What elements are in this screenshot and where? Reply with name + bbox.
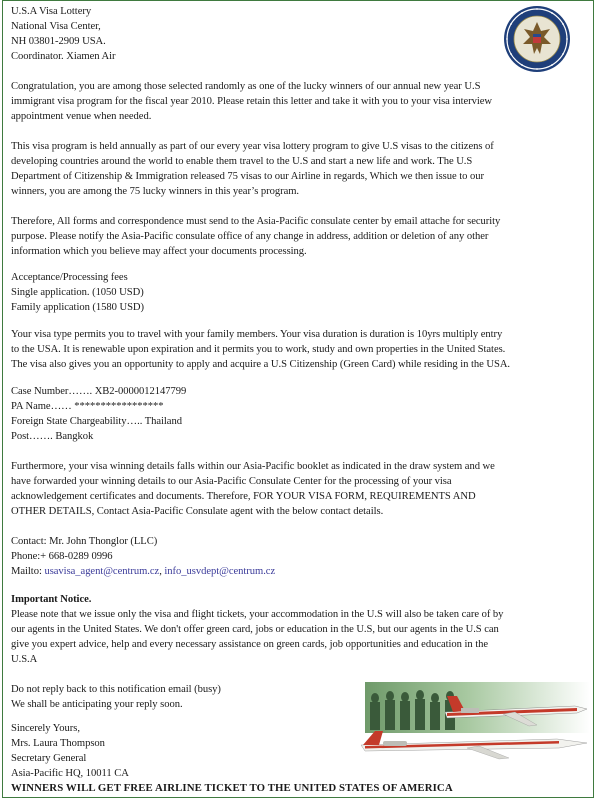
mailto-label: Mailto: [11, 566, 45, 577]
email-link-dept[interactable]: info_usvdept@centrum.cz [164, 566, 276, 577]
paragraph-line: acknowledgement certificates and documents. Therefore, FOR YOUR VISA FORM, REQUIREMENTS AND [11, 491, 476, 502]
notice-heading: Important Notice. [11, 594, 92, 605]
contact-phone: Phone:+ 668-0289 0996 [11, 551, 113, 562]
no-reply-line: Do not reply back to this notification email (busy) [11, 684, 221, 695]
fees-heading: Acceptance/Processing fees [11, 272, 128, 283]
booklet-paragraph [11, 459, 591, 519]
address-line: NH 03801-2909 USA. [11, 36, 106, 47]
contact-mailto [11, 564, 591, 579]
family-application-fee: Family application (1580 USD) [11, 302, 145, 313]
post: Post……. Bangkok [11, 431, 94, 442]
address-line: National Visa Center, [11, 21, 101, 32]
paragraph-line: The visa also gives you an opportunity to apply and acquire a U.S Citizenship (Green Card) while residing in the USA. [11, 359, 511, 370]
pa-name: PA Name…… ***************** [11, 401, 164, 412]
footer-banner: WINNERS WILL GET FREE AIRLINE TICKET TO THE UNITED STATES OF AMERICA [11, 782, 453, 794]
visa-type-paragraph [11, 327, 591, 372]
group-airplane-photo [365, 682, 590, 733]
paragraph-line: Congratulation, you are among those selected randomly as one of the lucky winners of our annual new year U.S [11, 81, 481, 92]
signer-name: Mrs. Laura Thompson [11, 738, 105, 749]
case-details [11, 384, 591, 444]
paragraph-line: Therefore, All forms and correspondence must send to the Asia-Pacific consulate center by email attache for security [11, 216, 501, 227]
contact-name: Contact: Mr. John Thonglor (LLC) [11, 536, 158, 547]
visa-letter-page [2, 0, 594, 798]
correspondence-paragraph [11, 214, 591, 259]
congratulation-paragraph [11, 79, 591, 124]
notice-line: Please note that we issue only the visa and flight tickets, your accommodation in the U.S will also be taken care of by [11, 609, 504, 620]
paragraph-line: have forwarded your winning details to our Asia-Pacific Consulate Center for the processing of your visa [11, 476, 452, 487]
notice-line: give you expert advice, help and every necessary assistance on green cards, job opportunities and education in the [11, 639, 489, 650]
paragraph-line: Furthermore, your visa winning details falls within our Asia-Pacific booklet as indicated in the draw system and we [11, 461, 495, 472]
foreign-state-chargeability: Foreign State Chargeability….. Thailand [11, 416, 182, 427]
paragraph-line: immigrant visa program for the fiscal year 2010. Please retain this letter and take it with you to your visa interview [11, 96, 492, 107]
paragraph-line: This visa program is held annually as part of our every year visa lottery program to give U.S visas to the citizens of [11, 141, 494, 152]
airplane-photo [359, 728, 594, 760]
paragraph-line: purpose. Please notify the Asia-Pacific consulate office of any change in address, addition or deletion of any other [11, 231, 489, 242]
email-link-agent[interactable]: usavisa_agent@centrum.cz [44, 566, 160, 577]
notice-line: U.S.A [11, 654, 38, 665]
paragraph-line: developing countries around the world to enable them travel to the U.S and start a new life and work. The U.S [11, 156, 473, 167]
paragraph-line: Your visa type permits you to travel with your family members. Your visa duration is duration is 10yrs multiply entry [11, 329, 503, 340]
signer-title: Secretary General [11, 753, 87, 764]
anticipation-line: We shall be anticipating your reply soon. [11, 699, 183, 710]
email-separator: , [159, 566, 165, 577]
paragraph-line: OTHER DETAILS, Contact Asia-Pacific Consulate agent with the below contact details. [11, 506, 384, 517]
paragraph-line: appointment venue when needed. [11, 111, 152, 122]
important-notice [11, 592, 591, 667]
signer-office: Asia-Pacific HQ, 10011 CA [11, 768, 129, 779]
paragraph-line: information which you believe may affect your documents processing. [11, 246, 307, 257]
address-line: Coordinator. Xiamen Air [11, 51, 116, 62]
single-application-fee: Single application. (1050 USD) [11, 287, 144, 298]
fees-section [11, 270, 591, 315]
paragraph-line: to the USA. It is renewable upon expiration and it permits you to work, study and own properties in the United States. [11, 344, 506, 355]
paragraph-line: winners, you are among the 75 lucky winners in this year’s program. [11, 186, 300, 197]
contact-section [11, 534, 591, 579]
paragraph-line: Department of Citizenship & Immigration released 75 visas to our Airline in regards, Which we then issue to our [11, 171, 484, 182]
notice-line: our agents in the United States. We don't offer green card, jobs or education in the U.S, but our agents in the U.S can [11, 624, 499, 635]
case-number: Case Number……. XB2-0000012147799 [11, 386, 187, 397]
sender-address [11, 4, 591, 64]
closing: Sincerely Yours, [11, 723, 80, 734]
address-line: U.S.A Visa Lottery [11, 6, 92, 17]
program-paragraph [11, 139, 591, 199]
